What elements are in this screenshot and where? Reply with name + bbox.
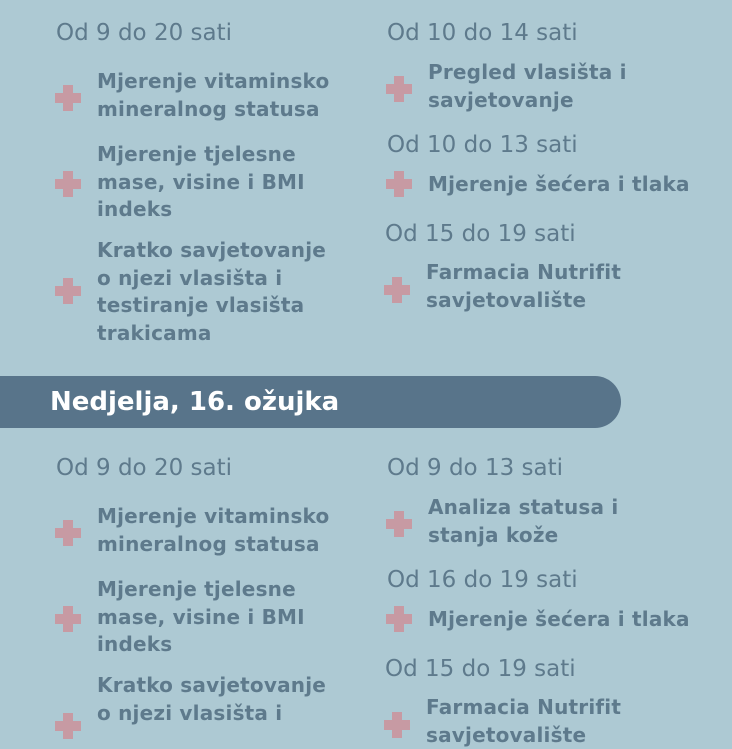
time-range-right: Od 10 do 14 sati [387,20,578,46]
medical-cross-icon [386,76,412,102]
service-item: Kratko savjetovanje o njezi vlasišta i [97,673,327,725]
service-item: Analiza statusa i stanja kože [428,495,619,547]
service-item: Farmacia Nutrifit savjetovalište [426,695,622,747]
medical-cross-icon [386,606,412,632]
medical-cross-icon [55,606,81,632]
medical-cross-icon [384,712,410,738]
day-title: Nedjelja, 16. ožujka [50,387,340,417]
service-item: Kratko savjetovanje o njezi vlasišta i testiranje vlasišta trakicama [97,238,327,345]
medical-cross-icon [386,511,412,537]
medical-cross-icon [55,171,81,197]
time-range-left-2: Od 9 do 20 sati [56,455,233,481]
medical-cross-icon [386,171,412,197]
medical-cross-icon [55,85,81,111]
time-range-right: Od 9 do 13 sati [387,455,564,481]
time-range-right: Od 15 do 19 sati [385,221,576,247]
medical-cross-icon [55,713,81,739]
service-item: Pregled vlasišta i savjetovanje [428,60,627,112]
service-item: Mjerenje tjelesne mase, visine i BMI indeks [97,142,305,221]
service-item: Farmacia Nutrifit savjetovalište [426,260,622,312]
medical-cross-icon [384,277,410,303]
service-item: Mjerenje tjelesne mase, visine i BMI indeks [97,577,305,656]
time-range-right: Od 16 do 19 sati [387,567,578,593]
service-item: Mjerenje vitaminsko mineralnog statusa [97,69,330,121]
time-range-left-1: Od 9 do 20 sati [56,20,233,46]
time-range-right: Od 15 do 19 sati [385,656,576,682]
time-range-right: Od 10 do 13 sati [387,132,578,158]
service-item: Mjerenje šećera i tlaka [428,172,690,196]
service-item: Mjerenje vitaminsko mineralnog statusa [97,504,330,556]
medical-cross-icon [55,278,81,304]
medical-cross-icon [55,520,81,546]
service-item: Mjerenje šećera i tlaka [428,607,690,631]
